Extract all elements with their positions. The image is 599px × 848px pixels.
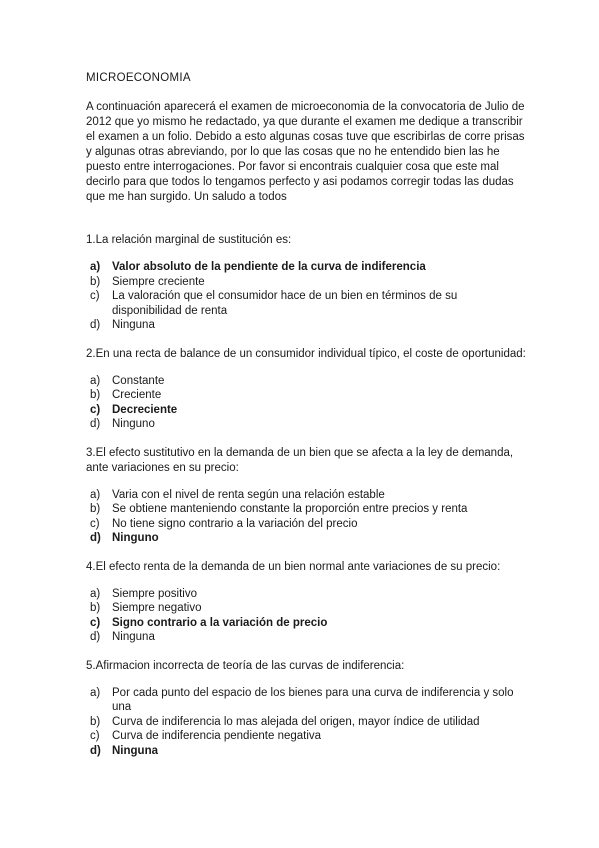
option-text: Siempre creciente bbox=[112, 275, 205, 288]
option-text: Por cada punto del espacio de los bienes para una curva de indiferencia y solo una bbox=[112, 686, 514, 713]
option-list bbox=[86, 686, 527, 759]
option-text: Ninguno bbox=[112, 532, 159, 544]
option-text: No tiene signo contrario a la variación del precio bbox=[112, 517, 358, 530]
option-letter: c) bbox=[90, 730, 100, 742]
option-a bbox=[90, 587, 527, 602]
option-a bbox=[90, 260, 527, 275]
option-letter: c) bbox=[90, 403, 101, 416]
question-text: 4.El efecto renta de la demanda de un bien normal ante variaciones de su precio: bbox=[86, 560, 501, 573]
option-text: Curva de indiferencia pendiente negativa bbox=[112, 730, 322, 742]
option-letter: d) bbox=[90, 418, 101, 430]
option-text: Se obtiene manteniendo constante la proporción entre precios y renta bbox=[112, 503, 468, 515]
document-title: MICROECONOMIA bbox=[86, 72, 191, 84]
option-a bbox=[90, 374, 527, 389]
option-text: Siempre positivo bbox=[112, 587, 198, 600]
option-list bbox=[86, 587, 527, 645]
option-letter: d) bbox=[90, 631, 101, 643]
option-letter: d) bbox=[90, 744, 101, 757]
option-c bbox=[90, 289, 527, 318]
option-letter: a) bbox=[90, 261, 101, 273]
question-4 bbox=[86, 560, 527, 645]
question-1 bbox=[86, 233, 527, 333]
option-b bbox=[90, 502, 527, 517]
option-c bbox=[90, 616, 527, 631]
question-2 bbox=[86, 347, 527, 432]
question-5 bbox=[86, 659, 527, 759]
option-text: Ninguna bbox=[112, 319, 155, 331]
option-text: Decreciente bbox=[112, 403, 178, 416]
option-text: Ninguna bbox=[112, 744, 158, 757]
option-letter: b) bbox=[90, 602, 101, 614]
question-text: 1.La relación marginal de sustitución es: bbox=[86, 234, 292, 246]
option-letter: b) bbox=[90, 275, 101, 288]
option-b bbox=[90, 388, 527, 403]
option-d bbox=[90, 318, 527, 333]
option-list bbox=[86, 488, 527, 546]
option-text: Varia con el nivel de renta según una relación estable bbox=[112, 488, 385, 501]
option-text: Curva de indiferencia lo mas alejada del origen, mayor índice de utilidad bbox=[112, 715, 480, 728]
option-c bbox=[90, 517, 527, 532]
option-letter: d) bbox=[90, 532, 101, 544]
option-d bbox=[90, 630, 527, 645]
question-text: 2.En una recta de balance de un consumidor individual típico, el coste de oportunidad: bbox=[86, 347, 526, 360]
question-3 bbox=[86, 446, 527, 546]
option-text: La valoración que el consumidor hace de un bien en términos de su disponibilidad de renta bbox=[112, 290, 458, 317]
option-text: Ninguno bbox=[112, 418, 155, 430]
option-letter: b) bbox=[90, 389, 101, 401]
option-letter: b) bbox=[90, 503, 101, 515]
option-letter: c) bbox=[90, 616, 101, 629]
option-text: Siempre negativo bbox=[112, 602, 202, 614]
option-d bbox=[90, 417, 527, 432]
option-b bbox=[90, 275, 527, 290]
option-letter: a) bbox=[90, 374, 101, 387]
option-a bbox=[90, 686, 527, 715]
option-c bbox=[90, 403, 527, 418]
option-text: Constante bbox=[112, 374, 165, 387]
option-list bbox=[86, 260, 527, 333]
question-text: 3.El efecto sustitutivo en la demanda de un bien que se afecta a la ley de demanda, ante variaciones en su precio: bbox=[86, 446, 514, 474]
option-c bbox=[90, 729, 527, 744]
option-letter: b) bbox=[90, 715, 101, 728]
option-text: Ninguna bbox=[112, 631, 155, 643]
option-d bbox=[90, 531, 527, 546]
intro-paragraph: A continuación aparecerá el examen de microeconomia de la convocatoria de Julio de 2012 que yo mismo he redactado, ya que durante el examen me dedique a transcribir el examen a un folio. Debido a esto algunas cosas tuve que escribirlas de corre prisas y algunas otras abreviando, por lo que las cosas que no he entendido bien las he puesto entre interrogaciones. Por favor si encontrais cualquier cosa que este mal decirlo para que todos lo tengamos perfecto y asi podamos corregir todas las dudas que me han surgido. Un saludo a todos bbox=[86, 101, 525, 203]
option-b bbox=[90, 601, 527, 616]
option-d bbox=[90, 744, 527, 759]
option-letter: c) bbox=[90, 290, 100, 302]
option-text: Signo contrario a la variación de precio bbox=[112, 616, 328, 629]
option-text: Creciente bbox=[112, 389, 162, 401]
option-text: Valor absoluto de la pendiente de la curva de indiferencia bbox=[112, 261, 426, 273]
option-b bbox=[90, 715, 527, 730]
question-text: 5.Afirmacion incorrecta de teoría de las curvas de indiferencia: bbox=[86, 659, 405, 672]
option-letter: a) bbox=[90, 488, 101, 501]
option-letter: d) bbox=[90, 319, 101, 331]
option-letter: c) bbox=[90, 517, 100, 530]
option-list bbox=[86, 374, 527, 432]
option-letter: a) bbox=[90, 686, 101, 699]
option-a bbox=[90, 488, 527, 503]
option-letter: a) bbox=[90, 587, 101, 600]
